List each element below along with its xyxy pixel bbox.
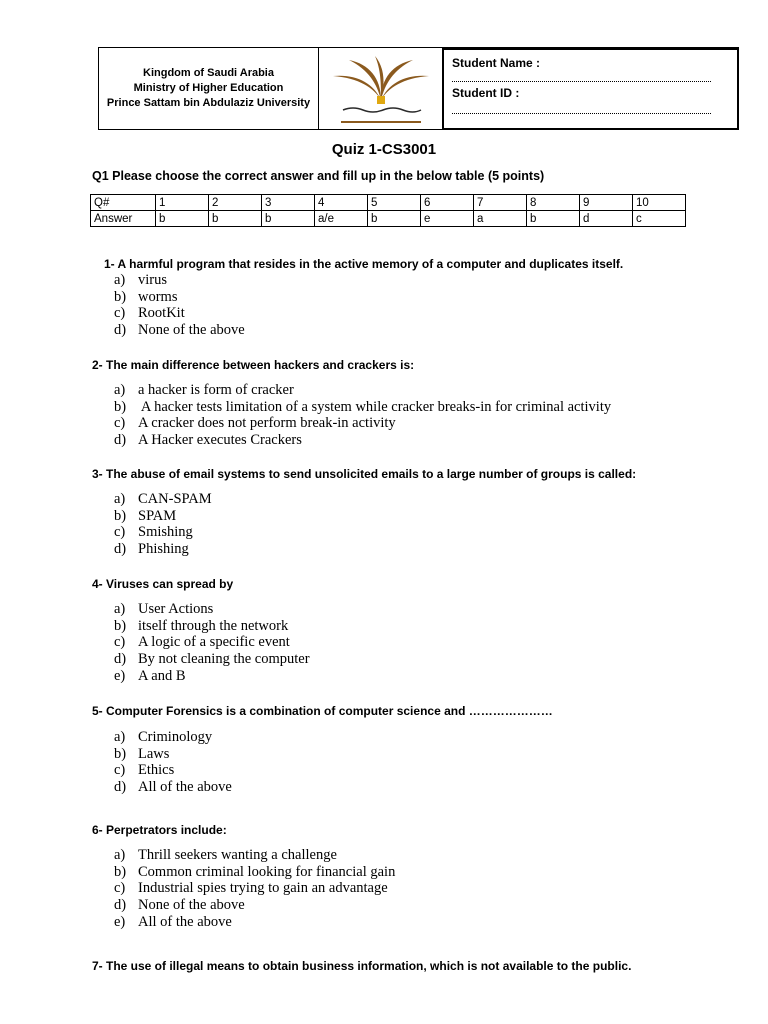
- option-item[interactable]: b) A hacker tests limitation of a system while cracker breaks-in for criminal activity: [114, 398, 612, 415]
- table-cell: a/e: [315, 211, 368, 227]
- option-item[interactable]: d) Phishing: [114, 541, 189, 558]
- table-header-answer: Answer: [91, 211, 156, 227]
- question-1: 1- A harmful program that resides in the active memory of a computer and duplicates itself.: [104, 257, 624, 271]
- table-cell: d: [580, 211, 633, 227]
- student-id-label: Student ID :: [452, 86, 520, 100]
- question-4: 4- Viruses can spread by: [92, 577, 234, 591]
- option-item[interactable]: d) A Hacker executes Crackers: [114, 432, 302, 449]
- option-item[interactable]: d) None of the above: [114, 322, 245, 339]
- table-cell: 3: [262, 195, 315, 211]
- institution-line: Kingdom of Saudi Arabia: [143, 67, 274, 79]
- table-cell: 4: [315, 195, 368, 211]
- option-item[interactable]: c) Ethics: [114, 762, 175, 779]
- option-item[interactable]: b) worms: [114, 288, 178, 305]
- table-cell: 9: [580, 195, 633, 211]
- table-cell: 5: [368, 195, 421, 211]
- table-cell: b: [262, 211, 315, 227]
- palm-logo-icon: [319, 48, 443, 130]
- option-item[interactable]: e) A and B: [114, 667, 186, 684]
- table-row-answers: [91, 211, 686, 227]
- option-item[interactable]: b) Common criminal looking for financial gain: [114, 863, 396, 880]
- options-q1: [114, 272, 245, 339]
- institution-block: [99, 48, 319, 130]
- option-item[interactable]: d) All of the above: [114, 779, 232, 796]
- student-info-block: [443, 48, 739, 130]
- institution-line: Ministry of Higher Education: [133, 82, 284, 94]
- table-cell: b: [156, 211, 209, 227]
- q1-instruction: Q1 Please choose the correct answer and fill up in the below table (5 points): [92, 169, 545, 183]
- table-cell: 7: [474, 195, 527, 211]
- question-3: 3- The abuse of email systems to send unsolicited emails to a large number of groups is called:: [92, 467, 637, 481]
- option-item[interactable]: a) a hacker is form of cracker: [114, 382, 294, 398]
- table-row-numbers: [91, 195, 686, 211]
- table-cell: b: [368, 211, 421, 227]
- university-logo: [319, 48, 443, 130]
- option-item[interactable]: b) Laws: [114, 745, 170, 762]
- option-item[interactable]: a) virus: [114, 272, 167, 288]
- question-6: 6- Perpetrators include:: [92, 823, 227, 837]
- option-item[interactable]: a) Thrill seekers wanting a challenge: [114, 847, 337, 863]
- question-7: 7- The use of illegal means to obtain business information, which is not available to the public.: [92, 959, 632, 973]
- table-cell: a: [474, 211, 527, 227]
- table-cell: 6: [421, 195, 474, 211]
- table-header-q: Q#: [91, 195, 156, 211]
- document-header: [98, 47, 739, 130]
- option-item[interactable]: c) Smishing: [114, 524, 193, 541]
- options-q2: [114, 382, 611, 449]
- option-item[interactable]: d) By not cleaning the computer: [114, 651, 310, 668]
- table-cell: e: [421, 211, 474, 227]
- options-q5: [114, 729, 232, 796]
- option-item[interactable]: b) SPAM: [114, 507, 177, 524]
- table-cell: 10: [633, 195, 686, 211]
- answer-table: [90, 194, 686, 227]
- table-cell: c: [633, 211, 686, 227]
- option-item[interactable]: e) All of the above: [114, 913, 232, 930]
- quiz-title: Quiz 1-CS3001: [331, 141, 437, 158]
- option-item[interactable]: c) A logic of a specific event: [114, 634, 290, 651]
- student-name-field[interactable]: [452, 80, 711, 82]
- option-item[interactable]: c) Industrial spies trying to gain an advantage: [114, 880, 388, 897]
- question-2: 2- The main difference between hackers and crackers is:: [92, 358, 415, 372]
- option-item[interactable]: c) A cracker does not perform break-in activity: [114, 415, 396, 432]
- option-item[interactable]: b) itself through the network: [114, 617, 289, 634]
- options-q4: [114, 601, 310, 685]
- option-item[interactable]: a) Criminology: [114, 729, 213, 745]
- options-q6: [114, 847, 395, 931]
- table-cell: 1: [156, 195, 209, 211]
- student-name-label: Student Name :: [452, 56, 541, 70]
- option-item[interactable]: a) CAN-SPAM: [114, 491, 212, 507]
- table-cell: 2: [209, 195, 262, 211]
- option-item[interactable]: a) User Actions: [114, 601, 214, 617]
- table-cell: b: [209, 211, 262, 227]
- table-cell: 8: [527, 195, 580, 211]
- options-q3: [114, 491, 212, 558]
- table-cell: b: [527, 211, 580, 227]
- option-item[interactable]: d) None of the above: [114, 897, 245, 914]
- question-5: 5- Computer Forensics is a combination of computer science and …………………: [92, 704, 553, 718]
- student-id-field[interactable]: [452, 112, 711, 114]
- institution-line: Prince Sattam bin Abdulaziz University: [106, 97, 311, 109]
- option-item[interactable]: c) RootKit: [114, 305, 185, 322]
